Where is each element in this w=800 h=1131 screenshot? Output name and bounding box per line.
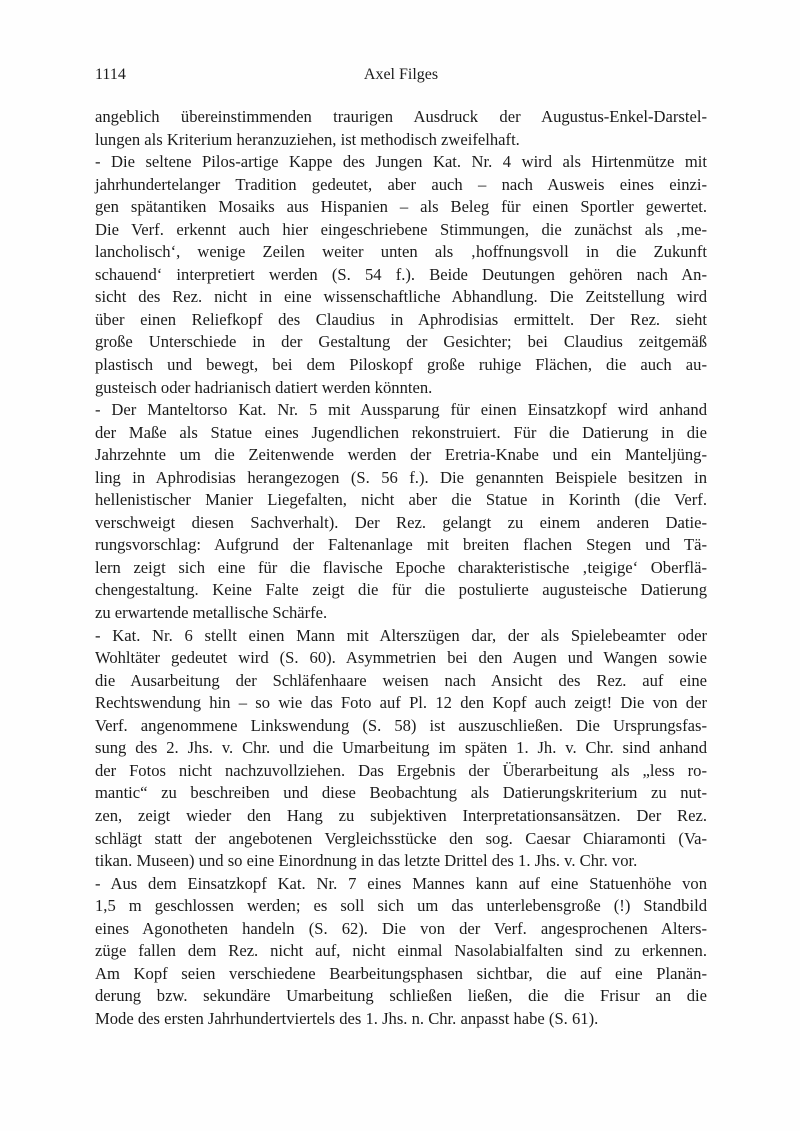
text-line: gusteisch oder hadrianisch datiert werden könnten. xyxy=(95,377,433,397)
text-line: der Maße als Statue eines Jugendlichen rekonstruiert. Für die Datierung in die xyxy=(95,422,707,442)
page-header xyxy=(95,64,707,86)
text-line: mantic“ zu beschreiben und diese Beobachtung als Datierungskriterium zu nut- xyxy=(95,783,707,803)
text-line: gen spätantiken Mosaiks aus Hispanien – als Beleg für einen Sportler gewertet. xyxy=(95,197,707,217)
text-line: die Ausarbeitung der Schläfenhaare weisen nach Ansicht des Rez. auf eine xyxy=(95,670,707,690)
text-line: ling in Aphrodisias herangezogen (S. 56 f.). Die genannten Beispiele besitzen in xyxy=(95,467,707,487)
text-line: der Fotos nicht nachzuvollziehen. Das Ergebnis der Überarbeitung als „less ro- xyxy=(95,760,707,780)
text-line: tikan. Museen) und so eine Einordnung in das letzte Drittel des 1. Jhs. v. Chr. vor. xyxy=(95,851,638,871)
text-line: lancholisch‘, wenige Zeilen weiter unten als ‚hoffnungsvoll in die Zukunft xyxy=(95,242,707,262)
text-line: zen, zeigt wieder den Hang zu subjektiven Interpretationsansätzen. Der Rez. xyxy=(95,805,707,825)
text-line: 1,5 m geschlossen werden; es soll sich um das unterlebensgroße (!) Standbild xyxy=(95,896,707,916)
running-title: Axel Filges xyxy=(363,66,439,83)
text-line: rungsvorschlag: Aufgrund der Faltenanlage mit breiten flachen Stegen und Tä- xyxy=(95,535,707,555)
text-line: plastisch und bewegt, bei dem Piloskopf große ruhige Flächen, die auch au- xyxy=(95,355,707,375)
text-line: Jahrzehnte um die Zeitenwende werden der Eretria-Knabe und ein Manteljüng- xyxy=(95,445,707,465)
text-line: Die Verf. erkennt auch hier eingeschriebene Stimmungen, die zunächst als ‚me- xyxy=(95,219,707,239)
text-line: Wohltäter gedeutet wird (S. 60). Asymmetrien bei den Augen und Wangen sowie xyxy=(95,648,707,668)
text-line: - Aus dem Einsatzkopf Kat. Nr. 7 eines Mannes kann auf eine Statuenhöhe von xyxy=(95,873,707,893)
text-line: derung bzw. sekundäre Umarbeitung schließen ließen, die die Frisur an die xyxy=(95,986,707,1006)
text-line: jahrhundertelanger Tradition gedeutet, aber auch – nach Ausweis eines einzi- xyxy=(95,174,707,194)
text-line: züge fallen dem Rez. nicht auf, nicht einmal Nasolabialfalten sind zu erkennen. xyxy=(95,941,707,961)
text-line: große Unterschiede in der Gestaltung der Gesichter; bei Claudius zeitgemäß xyxy=(95,332,707,352)
page-number: 1114 xyxy=(95,66,126,83)
text-line: - Kat. Nr. 6 stellt einen Mann mit Alterszügen dar, der als Spielebeamter oder xyxy=(95,625,707,645)
text-line: Mode des ersten Jahrhundertviertels des 1. Jhs. n. Chr. anpasst habe (S. 61). xyxy=(95,1008,599,1028)
text-line: angeblich übereinstimmenden traurigen Ausdruck der Augustus-Enkel-Darstel- xyxy=(95,107,707,126)
text-line: Am Kopf seien verschiedene Bearbeitungsphasen sichtbar, die auf eine Planän- xyxy=(95,963,707,983)
text-line: hellenistischer Manier Liegefalten, nicht aber die Statue in Korinth (die Verf. xyxy=(95,490,707,510)
body-text xyxy=(95,106,707,1030)
text-line: Verf. angenommene Linkswendung (S. 58) ist auszuschließen. Die Ursprungsfas- xyxy=(95,715,707,735)
text-line: schlägt statt der angebotenen Vergleichsstücke den sog. Caesar Chiaramonti (Va- xyxy=(95,828,707,848)
text-line: schauend‘ interpretiert werden (S. 54 f.). Beide Deutungen gehören nach An- xyxy=(95,264,707,284)
text-line: lungen als Kriterium heranzuziehen, ist methodisch zweifelhaft. xyxy=(95,129,520,149)
text-line: zu erwartende metallische Schärfe. xyxy=(95,603,328,623)
text-line: - Der Manteltorso Kat. Nr. 5 mit Aussparung für einen Einsatzkopf wird anhand xyxy=(95,400,707,420)
text-line: lern zeigt sich eine für die flavische Epoche charakteristische ‚teigige‘ Oberflä- xyxy=(95,557,707,577)
text-line: über einen Reliefkopf des Claudius in Aphrodisias ermittelt. Der Rez. sieht xyxy=(95,309,707,329)
text-line: chengestaltung. Keine Falte zeigt die für die postulierte augusteische Datierung xyxy=(95,580,707,600)
text-line: sicht des Rez. nicht in eine wissenschaftliche Abhandlung. Die Zeitstellung wird xyxy=(95,287,707,307)
text-line: Rechtswendung hin – so wie das Foto auf Pl. 12 den Kopf auch zeigt! Die von der xyxy=(95,693,707,713)
text-line: verschweigt diesen Sachverhalt). Der Rez. gelangt zu einem anderen Datie- xyxy=(95,512,707,532)
text-line: - Die seltene Pilos-artige Kappe des Jungen Kat. Nr. 4 wird als Hirtenmütze mit xyxy=(95,152,707,172)
text-line: eines Agonotheten handeln (S. 62). Die von der Verf. angesprochenen Alters- xyxy=(95,918,707,938)
text-line: sung des 2. Jhs. v. Chr. und die Umarbeitung im späten 1. Jh. v. Chr. sind anhand xyxy=(95,738,707,758)
